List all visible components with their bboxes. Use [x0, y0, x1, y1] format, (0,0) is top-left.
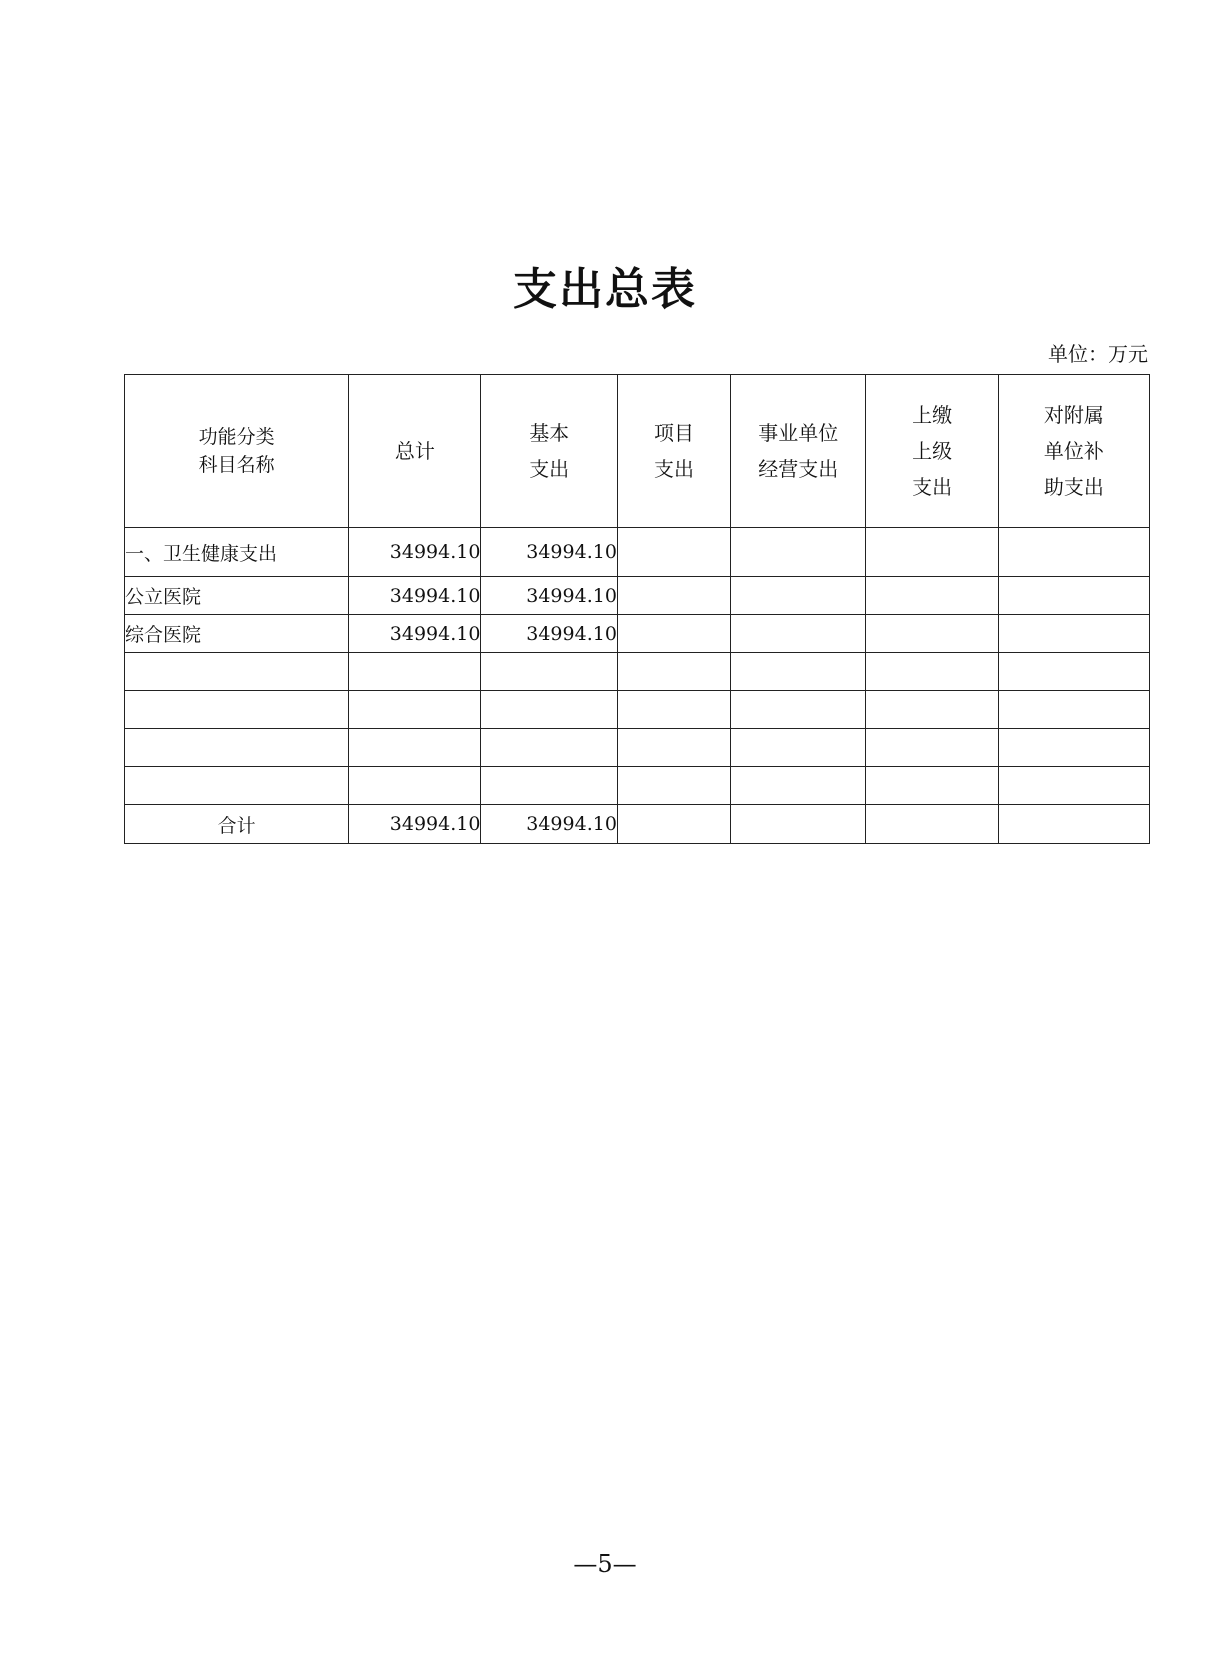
row-name: 综合医院	[125, 615, 349, 653]
empty-cell	[481, 691, 617, 729]
row-name: 一、卫生健康支出	[125, 528, 349, 577]
header-function-category: 功能分类 科目名称	[125, 375, 349, 528]
row-project	[617, 615, 730, 653]
empty-cell	[998, 729, 1149, 767]
empty-cell	[866, 653, 998, 691]
row-superior	[866, 615, 998, 653]
empty-cell	[617, 767, 730, 805]
row-superior	[866, 577, 998, 615]
empty-cell	[866, 691, 998, 729]
table-row	[125, 528, 1150, 577]
expenditure-summary-table	[124, 374, 1150, 844]
row-total: 34994.10	[349, 615, 481, 653]
total-label: 合计	[125, 805, 349, 844]
empty-cell	[125, 767, 349, 805]
empty-cell	[481, 729, 617, 767]
empty-cell	[125, 729, 349, 767]
empty-cell	[731, 653, 866, 691]
total-business	[731, 805, 866, 844]
empty-cell	[866, 767, 998, 805]
row-basic: 34994.10	[481, 528, 617, 577]
row-project	[617, 528, 730, 577]
row-business	[731, 528, 866, 577]
empty-table-row	[125, 767, 1150, 805]
header-subsidy-to-affiliates: 对附属 单位补 助支出	[998, 375, 1149, 528]
row-subsidy	[998, 615, 1149, 653]
table-row	[125, 615, 1150, 653]
total-row	[125, 805, 1150, 844]
empty-cell	[731, 767, 866, 805]
row-subsidy	[998, 577, 1149, 615]
header-total: 总计	[349, 375, 481, 528]
empty-cell	[731, 691, 866, 729]
empty-cell	[481, 653, 617, 691]
row-project	[617, 577, 730, 615]
total-subsidy	[998, 805, 1149, 844]
empty-cell	[998, 691, 1149, 729]
total-basic: 34994.10	[481, 805, 617, 844]
empty-cell	[731, 729, 866, 767]
page-number: —5—	[573, 1550, 637, 1578]
header-business-expenditure: 事业单位 经营支出	[731, 375, 866, 528]
empty-table-row	[125, 691, 1150, 729]
header-row	[125, 375, 1150, 528]
unit-label: 单位：万元	[1048, 342, 1148, 366]
empty-table-row	[125, 729, 1150, 767]
empty-cell	[866, 729, 998, 767]
row-name: 公立医院	[125, 577, 349, 615]
header-remit-to-superior: 上缴 上级 支出	[866, 375, 998, 528]
total-amount: 34994.10	[349, 805, 481, 844]
row-basic: 34994.10	[481, 615, 617, 653]
empty-cell	[125, 691, 349, 729]
row-subsidy	[998, 528, 1149, 577]
empty-cell	[349, 729, 481, 767]
empty-cell	[125, 653, 349, 691]
empty-cell	[481, 767, 617, 805]
empty-table-row	[125, 653, 1150, 691]
row-business	[731, 577, 866, 615]
empty-cell	[349, 767, 481, 805]
page-title: 支出总表	[513, 264, 697, 315]
table-row	[125, 577, 1150, 615]
row-basic: 34994.10	[481, 577, 617, 615]
empty-cell	[617, 729, 730, 767]
empty-cell	[617, 691, 730, 729]
empty-cell	[998, 653, 1149, 691]
row-total: 34994.10	[349, 528, 481, 577]
empty-cell	[349, 653, 481, 691]
empty-cell	[617, 653, 730, 691]
empty-cell	[349, 691, 481, 729]
total-superior	[866, 805, 998, 844]
header-basic-expenditure: 基本 支出	[481, 375, 617, 528]
total-project	[617, 805, 730, 844]
row-total: 34994.10	[349, 577, 481, 615]
row-superior	[866, 528, 998, 577]
row-business	[731, 615, 866, 653]
empty-cell	[998, 767, 1149, 805]
header-project-expenditure: 项目 支出	[617, 375, 730, 528]
